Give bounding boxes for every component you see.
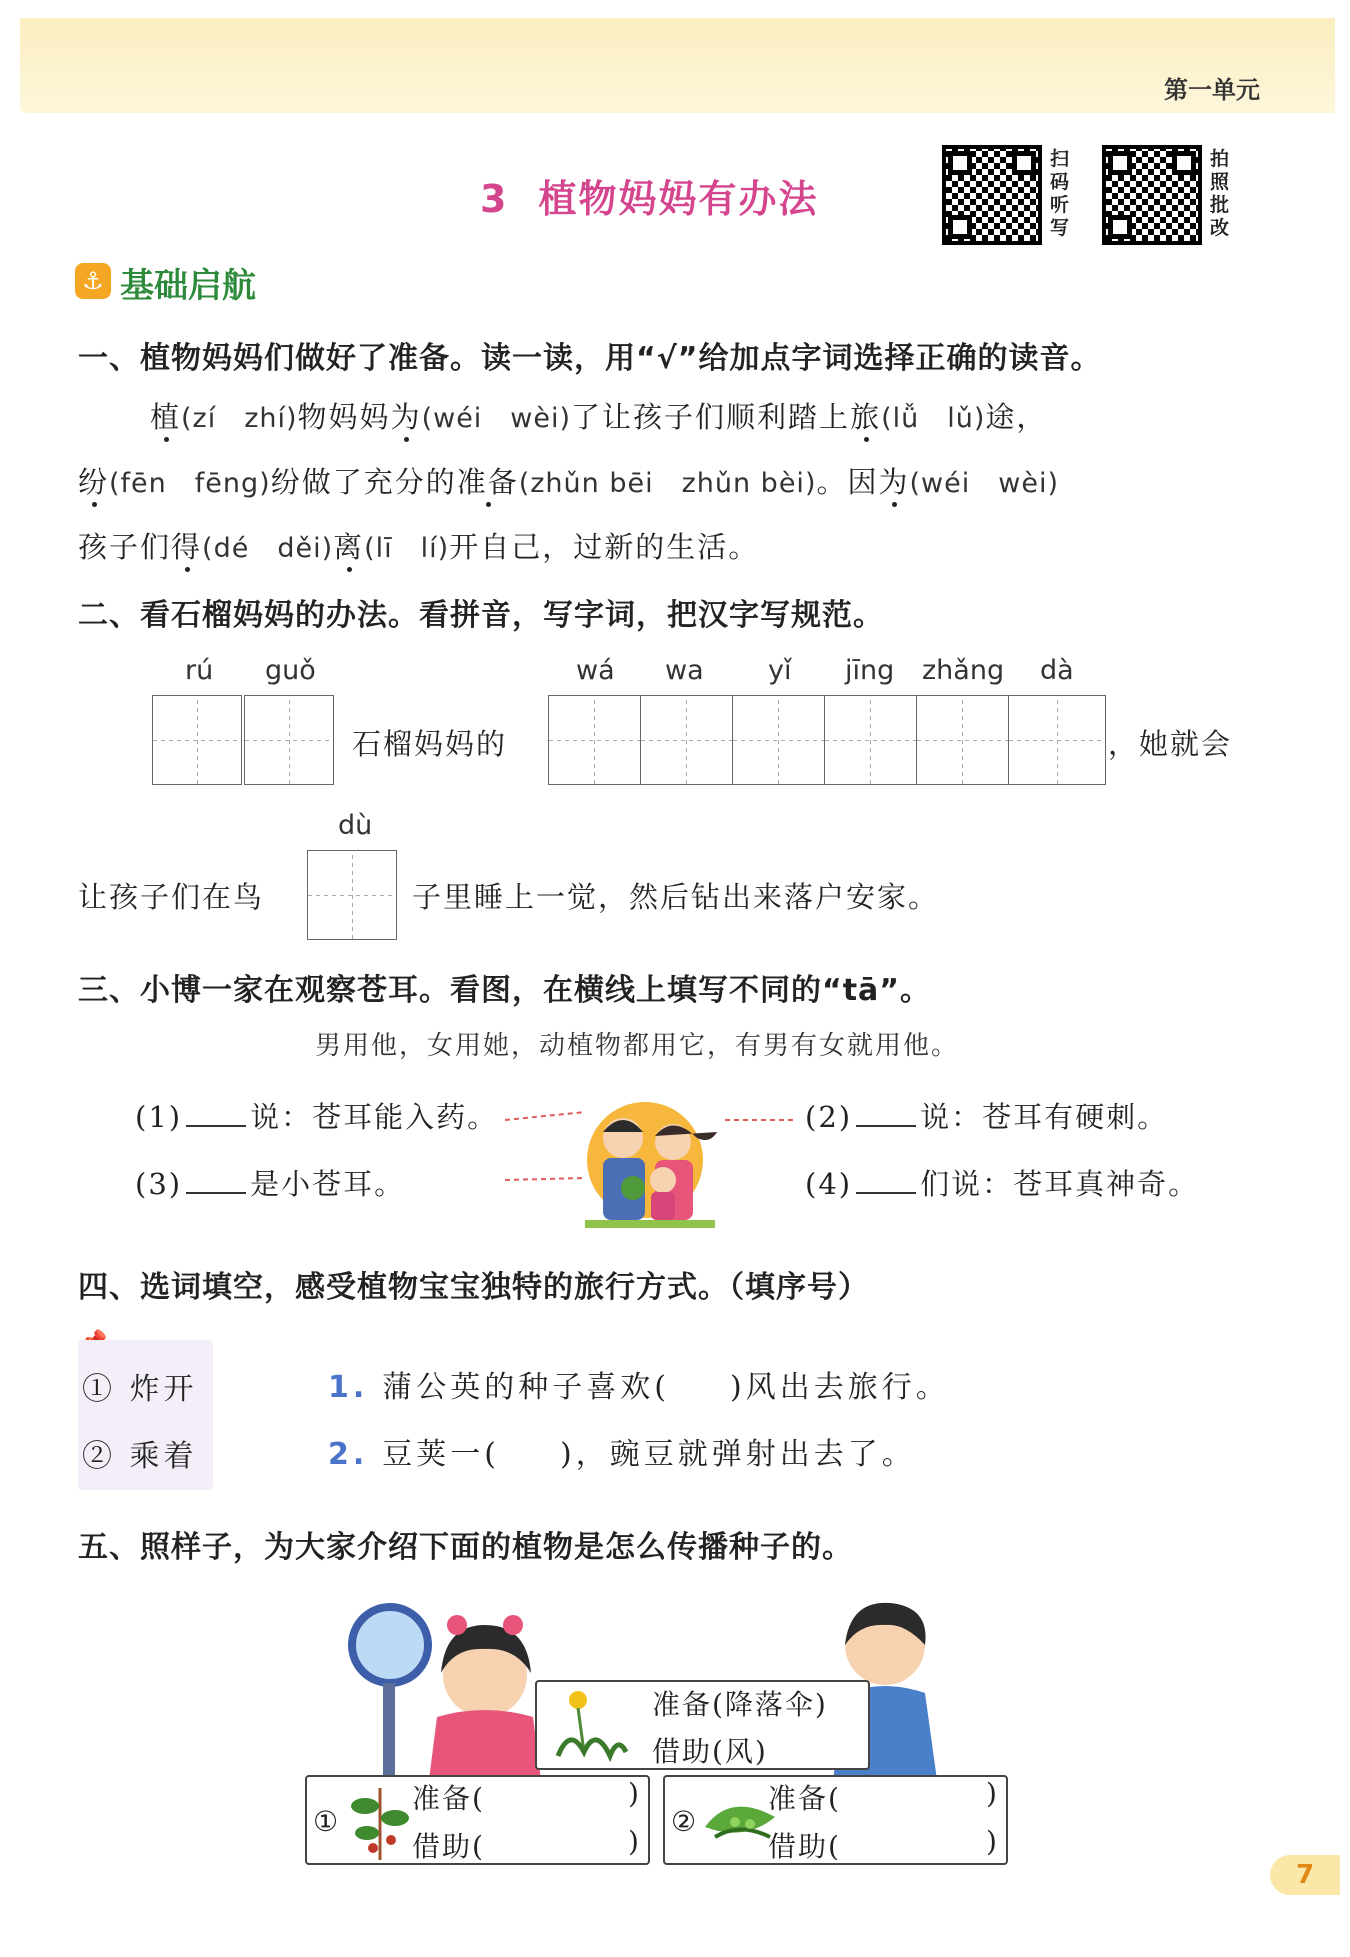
anchor-icon: ⚓ (75, 263, 111, 299)
q1-line1: 植(zí zhí)物妈妈为(wéi wèi)了让孩子们顺利踏上旅(lǚ lǔ)途， (150, 400, 1048, 434)
q1-line3: 孩子们得(dé děi)离(lī lí)开自己，过新的生活。 (78, 530, 760, 564)
pinyin-label: yǐ (768, 655, 792, 686)
answer-blank[interactable] (856, 1192, 916, 1194)
q4-sentence-1: 1. 蒲公英的种子喜欢( )风出去旅行。 (328, 1370, 950, 1405)
q3-item-1: (1) 说：苍耳能入药。 (135, 1100, 499, 1134)
card2-close2: ) (986, 1825, 999, 1858)
writing-box[interactable] (244, 695, 334, 785)
card-number: ② (671, 1805, 699, 1838)
qr-code-icon[interactable] (942, 145, 1042, 245)
q1-line2: 纷(fēn fēng)纷做了充分的准备(zhǔn bēi zhǔn bèi)。因为(wéi wèi) (78, 465, 1059, 499)
card1-line1: 准备( (412, 1782, 485, 1815)
option-1: ① 炸开 (82, 1372, 198, 1407)
card1-close2: ) (628, 1825, 641, 1858)
pinyin-label: wá (576, 655, 615, 686)
writing-box[interactable] (307, 850, 397, 940)
pinyin-label: zhǎng (922, 655, 1005, 686)
writing-box[interactable] (732, 695, 825, 785)
section-title: 基础启航 (120, 266, 256, 306)
q4-prompt: 四、选词填空，感受植物宝宝独特的旅行方式。（填序号） (78, 1270, 869, 1305)
q1-prompt: 一、植物妈妈们做好了准备。读一读，用“√”给加点字词选择正确的读音。 (78, 341, 1102, 376)
dandelion-icon (548, 1686, 633, 1766)
answer-blank[interactable] (186, 1192, 246, 1194)
qr-label-grading: 拍照批改 (1210, 148, 1230, 239)
q2-line2-end: 子里睡上一觉，然后钻出来落户安家。 (412, 880, 940, 914)
writing-box[interactable] (152, 695, 242, 785)
header-band (20, 18, 1335, 113)
q3-item-4: (4) 们说：苍耳真神奇。 (805, 1167, 1200, 1201)
pinyin-label: rú (185, 655, 214, 686)
option-2: ② 乘着 (82, 1439, 198, 1474)
q2-line2-start: 让孩子们在鸟 (78, 880, 265, 914)
writing-box[interactable] (916, 695, 1009, 785)
pinyin-label: jīng (845, 655, 895, 686)
page-number: 7 (1270, 1855, 1340, 1895)
q4-sentence-2: 2. 豆荚一( )，豌豆就弹射出去了。 (328, 1437, 916, 1472)
qr-label-dictation: 扫码听写 (1050, 148, 1070, 239)
writing-box[interactable] (824, 695, 917, 785)
q3-item-3: (3) 是小苍耳。 (135, 1167, 406, 1201)
answer-blank[interactable] (186, 1125, 246, 1127)
family-illustration (505, 1080, 805, 1235)
pinyin-label: dù (338, 810, 373, 841)
q3-item-2: (2) 说：苍耳有硬刺。 (805, 1100, 1169, 1134)
pinyin-label: wa (665, 655, 704, 686)
unit-label: 第一单元 (1164, 76, 1260, 104)
q2-text-mid: 石榴妈妈的 (352, 727, 508, 761)
q2-prompt: 二、看石榴妈妈的办法。看拼音，写字词，把汉字写规范。 (78, 598, 884, 633)
q5-prompt: 五、照样子，为大家介绍下面的植物是怎么传播种子的。 (78, 1530, 853, 1565)
card-number: ① (313, 1805, 341, 1838)
q3-note: 男用他，女用她，动植物都用它，有男有女就用他。 (315, 1031, 960, 1061)
writing-box[interactable] (1008, 695, 1106, 785)
writing-box[interactable] (640, 695, 733, 785)
lesson-title (480, 168, 818, 223)
card2-close1: ) (986, 1777, 999, 1810)
card1-close1: ) (628, 1777, 641, 1810)
example-line1: 准备(降落伞) (652, 1688, 828, 1721)
example-line2: 借助(风) (652, 1735, 768, 1768)
q3-prompt: 三、小博一家在观察苍耳。看图，在横线上填写不同的“tā”。 (78, 973, 932, 1008)
q2-text-end: ，她就会 (1108, 727, 1233, 761)
cocklebur-plant-icon (345, 1778, 415, 1862)
card2-line1: 准备( (768, 1782, 841, 1815)
pinyin-label: guǒ (265, 655, 316, 686)
pinyin-label: dà (1040, 655, 1074, 686)
writing-box[interactable] (548, 695, 641, 785)
lesson-title-text: 植物妈妈有办法 (538, 177, 819, 221)
lesson-number: 3 (480, 177, 509, 221)
card2-line2: 借助( (768, 1830, 841, 1863)
answer-blank[interactable] (856, 1125, 916, 1127)
qr-code-icon[interactable] (1102, 145, 1202, 245)
card1-line2: 借助( (412, 1830, 485, 1863)
